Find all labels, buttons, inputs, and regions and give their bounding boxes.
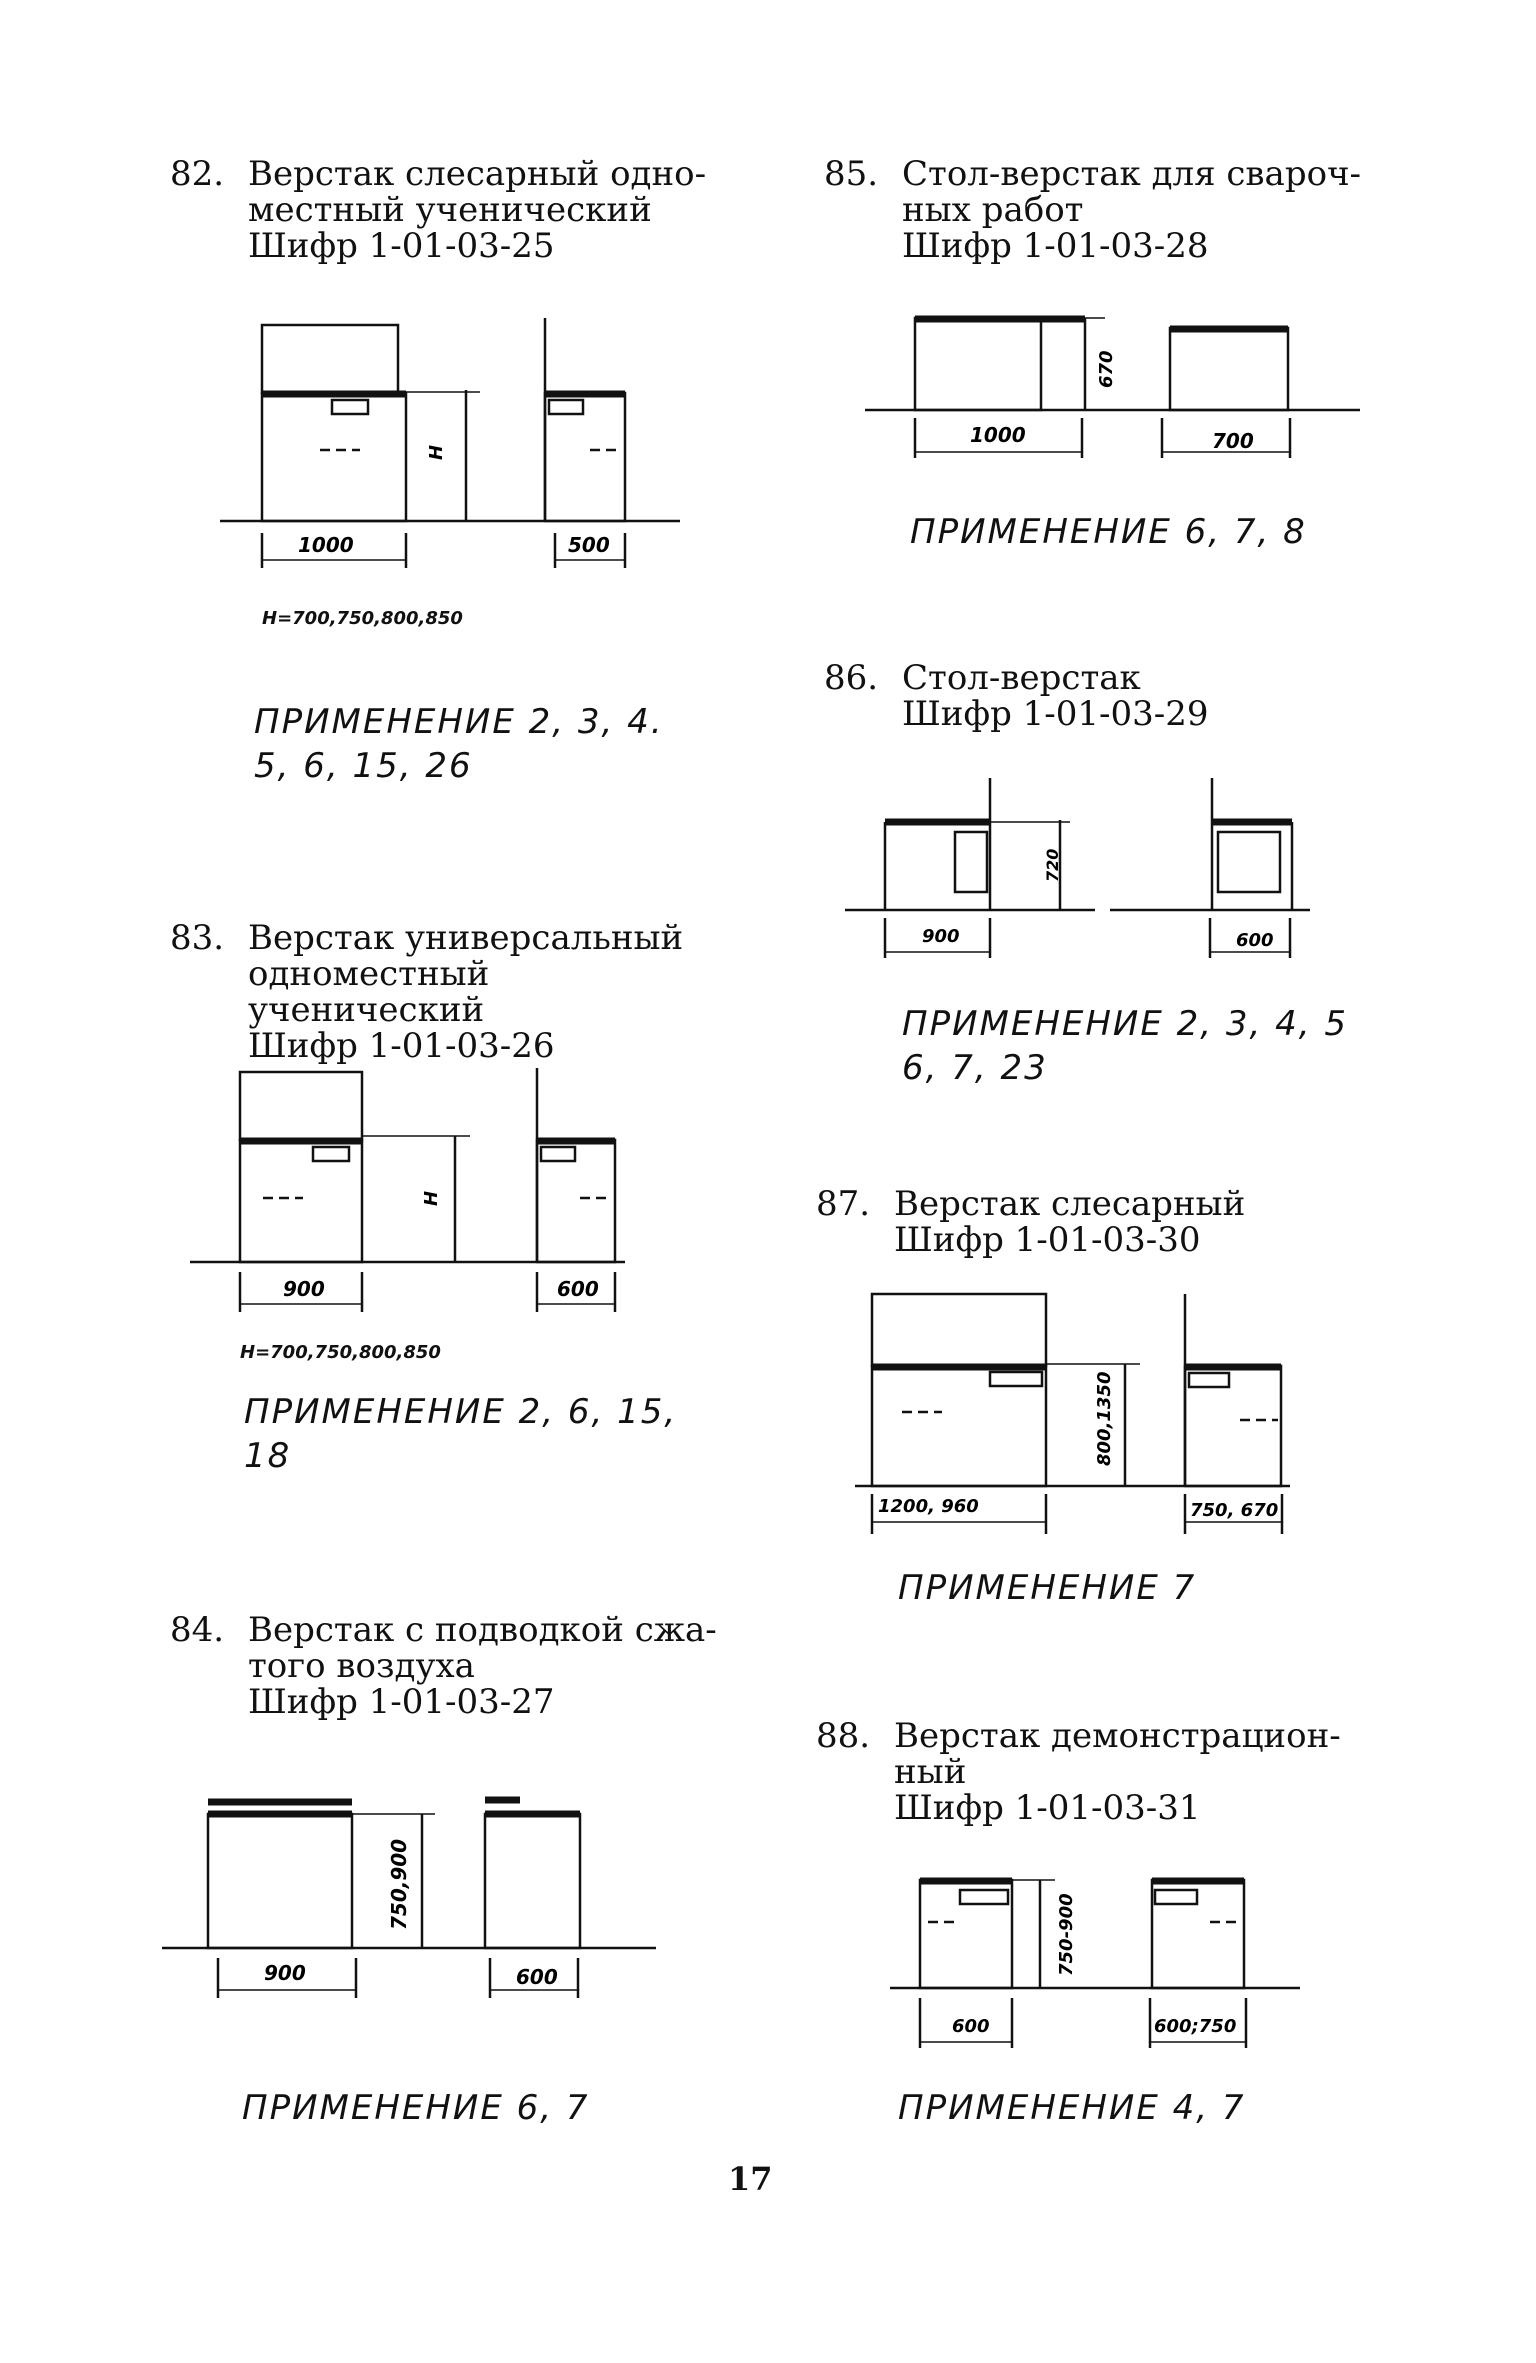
width-label: 900: [283, 1277, 325, 1301]
drawing-87: [850, 1280, 1330, 1540]
drawing-83: [185, 1060, 665, 1320]
height-label: 720: [1043, 848, 1062, 882]
application-86: [902, 1002, 1348, 1090]
application-87: [898, 1566, 1196, 1610]
width-label: 600: [952, 2016, 990, 2037]
depth-label: 700: [1212, 429, 1254, 453]
entry-title: [170, 156, 730, 228]
cipher-code: Шифр 1-01-03-31: [894, 1788, 1201, 1828]
cipher-code: Шифр 1-01-03-27: [248, 1682, 555, 1722]
title-line: Верстак с подводкой сжа-: [248, 1610, 717, 1650]
application-line: ПРИМЕНЕНИЕ 6, 7, 8: [910, 512, 1307, 552]
drawing-86: [840, 770, 1320, 970]
title-line: того воздуха: [248, 1646, 475, 1686]
title-line: Верстак универсальный: [248, 918, 684, 958]
entry-title: [816, 1186, 1376, 1222]
application-line: 6, 7, 23: [902, 1048, 1048, 1088]
application-line: 18: [244, 1436, 292, 1476]
application-82: [254, 700, 664, 788]
height-label: 800,1350: [1094, 1371, 1115, 1466]
height-note: H=700,750,800,850: [262, 608, 463, 629]
entry-number: 85.: [824, 154, 879, 194]
drawing-88: [880, 1860, 1310, 2060]
height-label: 750-900: [1056, 1893, 1077, 1976]
drawing-82: [210, 310, 690, 580]
width-label: 900: [922, 926, 960, 947]
application-line: ПРИМЕНЕНИЕ 2, 3, 4.: [254, 702, 664, 742]
height-label: 750,900: [387, 1838, 411, 1930]
application-line: ПРИМЕНЕНИЕ 7: [898, 1568, 1197, 1608]
entry-number: 84.: [170, 1610, 225, 1650]
height-label: 670: [1096, 350, 1117, 388]
title-line: Верстак демонстрацион-: [894, 1716, 1341, 1756]
entry-number: 88.: [816, 1716, 871, 1756]
entry-title: [824, 156, 1384, 228]
entry-title: [816, 1718, 1376, 1790]
depth-label: 600: [516, 1965, 558, 1989]
title-line: ных работ: [902, 190, 1084, 230]
entry-number: 82.: [170, 154, 225, 194]
entry-title: [170, 1612, 730, 1684]
title-line: ный: [894, 1752, 967, 1792]
height-label: H: [426, 444, 447, 460]
application-line: ПРИМЕНЕНИЕ 6, 7: [242, 2088, 590, 2128]
height-note: H=700,750,800,850: [240, 1342, 441, 1363]
application-85: [910, 510, 1307, 554]
cipher-code: Шифр 1-01-03-26: [248, 1026, 555, 1066]
drawing-85: [860, 300, 1370, 470]
application-line: ПРИМЕНЕНИЕ 2, 3, 4, 5: [902, 1004, 1349, 1044]
width-label: 1200, 960: [878, 1496, 979, 1517]
depth-label: 500: [568, 533, 610, 557]
width-label: 1000: [970, 423, 1026, 447]
entry-86: [824, 660, 1384, 732]
title-line: Верстак слесарный одно-: [248, 154, 707, 194]
application-line: ПРИМЕНЕНИЕ 2, 6, 15,: [244, 1392, 678, 1432]
entry-84: [170, 1612, 730, 1720]
entry-number: 87.: [816, 1184, 871, 1224]
entry-85: [824, 156, 1384, 264]
title-line: одноместный ученический: [248, 954, 490, 1030]
title-line: Стол-верстак для свароч-: [902, 154, 1362, 194]
entry-88: [816, 1718, 1376, 1826]
entry-title: [824, 660, 1384, 696]
entry-87: [816, 1186, 1376, 1258]
drawing-84: [160, 1790, 660, 2030]
height-label: H: [421, 1190, 442, 1206]
cipher-code: Шифр 1-01-03-28: [902, 226, 1209, 266]
depth-label: 600: [1236, 930, 1274, 951]
depth-label: 600;750: [1154, 2016, 1237, 2037]
application-line: 5, 6, 15, 26: [254, 746, 473, 786]
width-label: 1000: [298, 533, 354, 557]
application-line: ПРИМЕНЕНИЕ 4, 7: [898, 2088, 1246, 2128]
application-84: [242, 2086, 590, 2130]
title-line: Стол-верстак: [902, 658, 1141, 698]
application-88: [898, 2086, 1246, 2130]
application-83: [244, 1390, 677, 1478]
entry-number: 86.: [824, 658, 879, 698]
entry-title: [170, 920, 730, 1028]
depth-label: 750, 670: [1190, 1500, 1279, 1521]
cipher-code: Шифр 1-01-03-29: [902, 694, 1209, 734]
page-number: 17: [728, 2160, 773, 2198]
title-line: местный ученический: [248, 190, 652, 230]
entry-number: 83.: [170, 918, 225, 958]
cipher-code: Шифр 1-01-03-30: [894, 1220, 1201, 1260]
title-line: Верстак слесарный: [894, 1184, 1246, 1224]
entry-82: [170, 156, 730, 264]
entry-83: [170, 920, 730, 1064]
depth-label: 600: [557, 1277, 599, 1301]
cipher-code: Шифр 1-01-03-25: [248, 226, 555, 266]
width-label: 900: [264, 1961, 306, 1985]
